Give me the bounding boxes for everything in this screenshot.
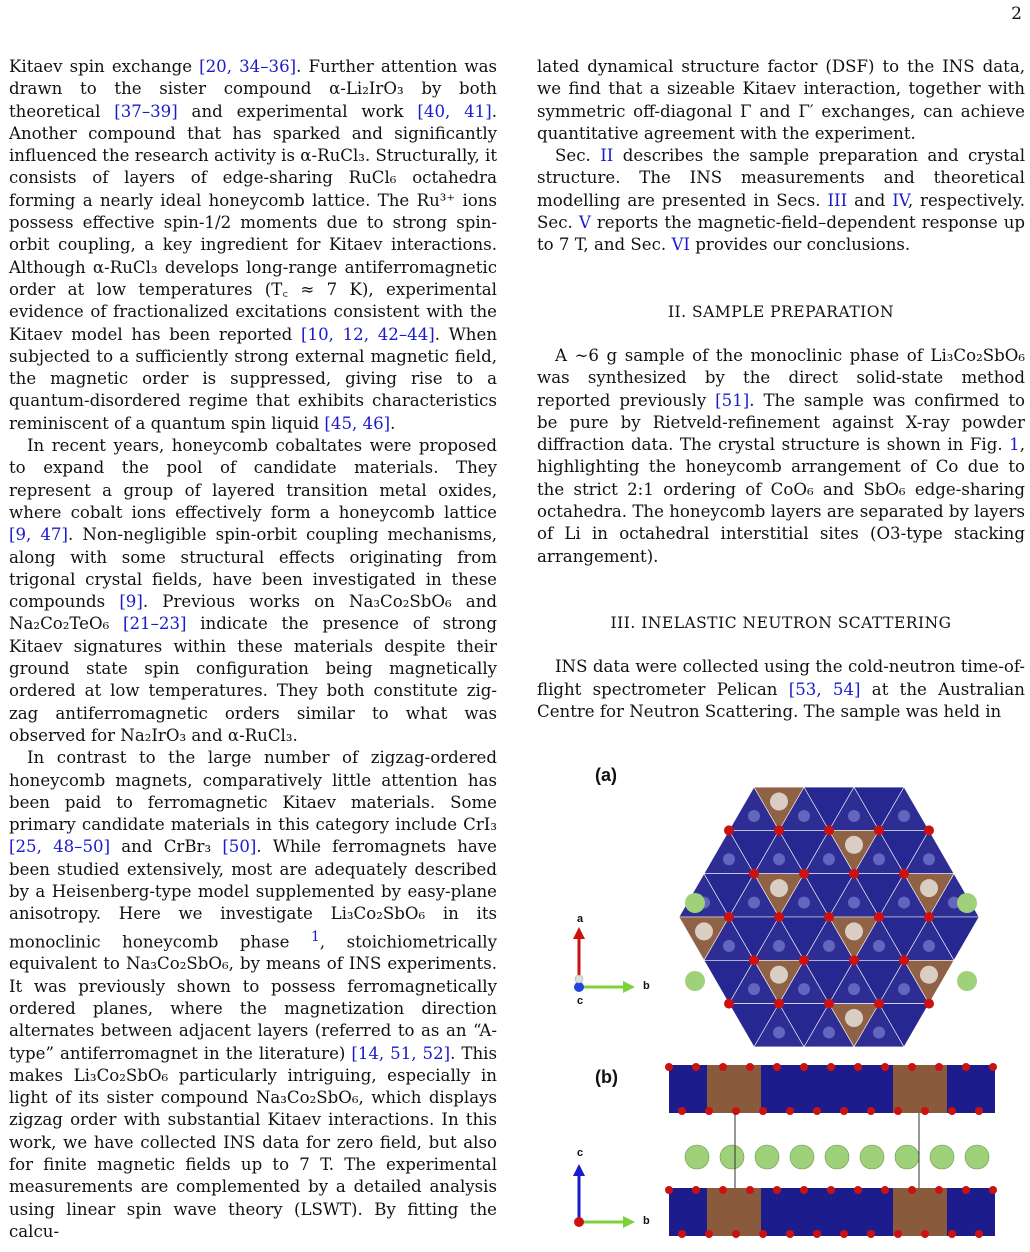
lithium-atom bbox=[957, 971, 977, 991]
section-link[interactable]: VI bbox=[671, 235, 690, 255]
oxygen-atom bbox=[924, 825, 934, 835]
oxygen-atom bbox=[975, 1107, 983, 1115]
section-link[interactable]: II bbox=[600, 146, 614, 166]
oxygen-atom bbox=[719, 1063, 727, 1071]
oxygen-atom bbox=[989, 1063, 997, 1071]
lithium-atom bbox=[965, 1145, 989, 1169]
oxygen-atom bbox=[773, 1186, 781, 1194]
oxygen-atom bbox=[894, 1230, 902, 1238]
lithium-atom bbox=[720, 1145, 744, 1169]
oxygen-atom bbox=[962, 1186, 970, 1194]
oxygen-atom bbox=[799, 955, 809, 965]
oxygen-atom bbox=[665, 1186, 673, 1194]
oxygen-atom bbox=[678, 1230, 686, 1238]
oxygen-atom bbox=[774, 825, 784, 835]
section-heading-ins: III. INELASTIC NEUTRON SCATTERING bbox=[610, 613, 952, 632]
oxygen-atom bbox=[849, 869, 859, 879]
sb-atom bbox=[920, 966, 938, 984]
oxygen-atom bbox=[899, 869, 909, 879]
paragraph-ferromagnetic-kitaev: In contrast to the large number of zigzag-ordered honeycomb magnets, comparatively little attention has been paid to ferromagnetic Kitaev materials. Some primary candidate materials in this category include CrI₃ [25, 48–50] and CrBr₃ [50]. While ferromagnets have been studied extensively, most are adequately described by a Heisenberg-type model supplemented by easy-plane anisotropy. Here we investigate Li₃Co₂SbO₆ in its monoclinic honeycomb phase $^1$, stoichiometrically equivalent to Na₃Co₂SbO₆, by means of INS experiments. It was previously shown to possess ferromagnetically ordered planes, where the magnetization direction alternates between adjacent layers (referred to as an “A-type” antiferromagnet in the literature) [14, 51, 52]. This makes Li₃Co₂SbO₆ particularly intriguing, especially in light of its sister compound Na₃Co₂SbO₆, which displays zigzag order with substantial Kitaev interactions. In this work, we have collected INS data for zero field, but also for finite magnetic fields up to 7 T. The experimental measurements are complemented by a detailed analysis using linear spin wave theory (LSWT). By fitting the calcu- bbox=[9, 748, 497, 1241]
page-number: 2 bbox=[1011, 4, 1022, 24]
figure-crystal-structure bbox=[537, 755, 1025, 1250]
oxygen-atom bbox=[854, 1186, 862, 1194]
co-atom bbox=[748, 983, 760, 995]
oxygen-atom bbox=[774, 912, 784, 922]
figure-link[interactable]: 1 bbox=[1009, 435, 1020, 455]
axis-label-b: b bbox=[643, 980, 650, 992]
citation-link[interactable]: [50] bbox=[222, 837, 257, 857]
co-atom bbox=[773, 853, 785, 865]
oxygen-atom bbox=[924, 912, 934, 922]
oxygen-atom bbox=[774, 999, 784, 1009]
co-atom bbox=[723, 940, 735, 952]
honeycomb-layer-view bbox=[657, 785, 1002, 1050]
section-link[interactable]: V bbox=[578, 213, 591, 233]
oxygen-atom bbox=[678, 1107, 686, 1115]
section-link[interactable]: IV bbox=[892, 190, 908, 210]
paragraph-ins: INS data were collected using the cold-neutron time-of-flight spectrometer Pelican [53, 54] at the Australian Centre for Neutron Scattering. The sample was held in bbox=[537, 657, 1025, 721]
oxygen-atom bbox=[746, 1186, 754, 1194]
co-atom bbox=[873, 1026, 885, 1038]
lithium-atom bbox=[860, 1145, 884, 1169]
co-atom bbox=[773, 1026, 785, 1038]
citation-link[interactable]: [53, 54] bbox=[788, 679, 861, 699]
co-atom bbox=[848, 897, 860, 909]
oxygen-atom bbox=[692, 1186, 700, 1194]
oxygen-atom bbox=[867, 1230, 875, 1238]
citation-link[interactable]: [20, 34–36] bbox=[199, 57, 297, 76]
sb-atom bbox=[770, 879, 788, 897]
footnote-link[interactable]: 1 bbox=[310, 928, 320, 945]
citation-link[interactable]: [25, 48–50] bbox=[9, 837, 111, 857]
co-atom bbox=[823, 853, 835, 865]
oxygen-atom bbox=[759, 1107, 767, 1115]
oxygen-atom bbox=[732, 1107, 740, 1115]
oxygen-atom bbox=[921, 1230, 929, 1238]
oxygen-atom bbox=[800, 1063, 808, 1071]
oxygen-atom bbox=[975, 1230, 983, 1238]
oxygen-atom bbox=[989, 1186, 997, 1194]
oxygen-atom bbox=[935, 1063, 943, 1071]
oxygen-atom bbox=[724, 825, 734, 835]
panel-b-label: (b) bbox=[595, 1067, 618, 1087]
panel-a-label: (a) bbox=[595, 765, 617, 785]
oxygen-atom bbox=[840, 1230, 848, 1238]
co-atom bbox=[898, 983, 910, 995]
paragraph-sample: A ∼6 g sample of the monoclinic phase of Li₃Co₂SbO₆ was synthesized by the direct solid-state method reported previously [51]. The sample was confirmed to be pure by Rietveld-refinement against X-ray powder diffraction data. The crystal structure is shown in Fig. 1, highlighting the honeycomb arrangement of Co due to the strict 2:1 ordering of CoO₆ and SbO₆ edge-sharing octahedra. The honeycomb layers are separated by layers of Li in octahedral interstitial sites (O3-type stacking arrangement). bbox=[537, 345, 1025, 566]
co-atom bbox=[923, 853, 935, 865]
oxygen-atom bbox=[948, 1230, 956, 1238]
left-column bbox=[9, 56, 497, 1243]
co-atom bbox=[898, 897, 910, 909]
lithium-atom bbox=[685, 1145, 709, 1169]
oxygen-atom bbox=[948, 1107, 956, 1115]
oxygen-atom bbox=[867, 1107, 875, 1115]
oxygen-atom bbox=[749, 869, 759, 879]
paragraph-dsf-fit: lated dynamical structure factor (DSF) to the INS data, we find that a sizeable Kitaev interaction, together with symmetric off-diagonal Γ and Γ′ exchanges, can achieve quantitative agreement with the experiment. bbox=[537, 57, 1025, 143]
lithium-atom bbox=[895, 1145, 919, 1169]
lithium-atom bbox=[825, 1145, 849, 1169]
oxygen-atom bbox=[746, 1063, 754, 1071]
section-heading-sample-preparation: II. SAMPLE PREPARATION bbox=[667, 302, 895, 321]
oxygen-atom bbox=[854, 1063, 862, 1071]
oxygen-atom bbox=[813, 1107, 821, 1115]
sb-octahedron bbox=[707, 1065, 761, 1113]
lithium-atom bbox=[685, 893, 705, 913]
oxygen-atom bbox=[786, 1230, 794, 1238]
sb-atom bbox=[695, 922, 713, 940]
oxygen-atom bbox=[705, 1107, 713, 1115]
sb-octahedron bbox=[893, 1065, 947, 1113]
citation-link[interactable]: [51] bbox=[715, 390, 750, 410]
oxygen-atom bbox=[908, 1063, 916, 1071]
oxygen-atom bbox=[759, 1230, 767, 1238]
co-atom bbox=[823, 1026, 835, 1038]
oxygen-atom bbox=[908, 1186, 916, 1194]
sb-atom bbox=[845, 1009, 863, 1027]
co-atom bbox=[898, 810, 910, 822]
co-atom bbox=[823, 940, 835, 952]
citation-link[interactable]: [14, 51, 52] bbox=[351, 1043, 451, 1063]
oxygen-atom bbox=[881, 1186, 889, 1194]
citation-link[interactable]: [9, 47] bbox=[9, 525, 68, 545]
paragraph-kitaev-materials: Kitaev spin exchange [20, 34–36]. Further attention was drawn to the sister compound α-Li₂IrO₃ by both theoretical [37–39] and experimental work [40, 41]. Another compound that has sparked and significantly influenced the research activity is α-RuCl₃. Structurally, it consists of layers of edge-sharing RuCl₆ octahedra forming a nearly ideal honeycomb lattice. The Ru³⁺ ions possess effective spin-1/2 moments due to strong spin-orbit coupling, a key ingredient for Kitaev interactions. Although α-RuCl₃ develops long-range antiferromagnetic order at low temperatures (T꜀ ≈ 7 K), experimental evidence of fractionalized excitations consistent with the Kitaev model has been reported [10, 12, 42–44]. When subjected to a sufficiently strong external magnetic field, the magnetic order is suppressed, giving rise to a quantum-disordered regime that exhibits characteristics reminiscent of a quantum spin liquid [45, 46]. bbox=[9, 57, 498, 433]
citation-link[interactable]: [9] bbox=[119, 592, 143, 612]
oxygen-atom bbox=[724, 912, 734, 922]
lithium-atom bbox=[790, 1145, 814, 1169]
sb-octahedron bbox=[893, 1188, 947, 1236]
oxygen-atom bbox=[824, 825, 834, 835]
oxygen-atom bbox=[732, 1230, 740, 1238]
co-atom bbox=[923, 940, 935, 952]
lithium-atom bbox=[685, 971, 705, 991]
co-atom bbox=[798, 810, 810, 822]
co-atom bbox=[773, 940, 785, 952]
oxygen-atom bbox=[824, 999, 834, 1009]
axis-c-dot bbox=[574, 982, 584, 992]
oxygen-atom bbox=[665, 1063, 673, 1071]
sb-atom bbox=[845, 922, 863, 940]
paragraph-cobaltates: In recent years, honeycomb cobaltates were proposed to expand the pool of candidate materials. They represent a group of layered transition metal oxides, where cobalt ions effectively form a honeycomb lattice [9, 47]. Non-negligible spin-orbit coupling mechanisms, along with some structural effects originating from trigonal crystal fields, have been investigated in these compounds [9]. Previous works on Na₃Co₂SbO₆ and Na₂Co₂TeO₆ [21–23] indicate the presence of strong Kitaev signatures within these materials despite their ground state spin configuration being magnetically ordered at low temperatures. They both constitute zig-zag antiferromagnetic orders similar to what was observed for Na₂IrO₃ and α-RuCl₃. bbox=[9, 436, 498, 745]
citation-link[interactable]: [37–39] bbox=[114, 101, 178, 121]
sb-atom bbox=[920, 879, 938, 897]
axes-indicator-b bbox=[567, 1160, 657, 1240]
oxygen-atom bbox=[874, 999, 884, 1009]
oxygen-atom bbox=[849, 955, 859, 965]
oxygen-atom bbox=[935, 1186, 943, 1194]
oxygen-atom bbox=[705, 1230, 713, 1238]
sb-atom bbox=[845, 836, 863, 854]
co-atom bbox=[798, 983, 810, 995]
co-atom bbox=[723, 853, 735, 865]
co-atom bbox=[748, 897, 760, 909]
lithium-atom bbox=[755, 1145, 779, 1169]
oxygen-atom bbox=[924, 999, 934, 1009]
oxygen-atom bbox=[894, 1107, 902, 1115]
citation-link[interactable]: [40, 41] bbox=[417, 101, 492, 121]
lithium-atom bbox=[930, 1145, 954, 1169]
co-atom bbox=[848, 810, 860, 822]
citation-link[interactable]: [10, 12, 42–44] bbox=[301, 324, 435, 344]
sb-octahedron bbox=[707, 1188, 761, 1236]
right-column bbox=[537, 56, 1025, 723]
co-atom bbox=[873, 940, 885, 952]
oxygen-atom bbox=[719, 1186, 727, 1194]
oxygen-atom bbox=[899, 955, 909, 965]
oxygen-atom bbox=[749, 955, 759, 965]
lithium-atom bbox=[957, 893, 977, 913]
axis-label-c: c bbox=[577, 995, 584, 1007]
axes-indicator-a bbox=[567, 925, 657, 1005]
citation-link[interactable]: [21–23] bbox=[123, 614, 187, 634]
oxygen-atom bbox=[799, 869, 809, 879]
axis-label-b: b bbox=[643, 1215, 650, 1227]
oxygen-atom bbox=[874, 825, 884, 835]
oxygen-atom bbox=[827, 1186, 835, 1194]
co-atom bbox=[748, 810, 760, 822]
paragraph-outline: Sec. II describes the sample preparation and crystal structure. The INS measurements and theoretical modelling are presented in Secs. III and IV, respectively. Sec. V reports the magnetic-field–dependent response up to 7 T, and Sec. VI provides our conclusions. bbox=[537, 146, 1025, 255]
axis-label-a: a bbox=[577, 913, 584, 925]
oxygen-atom bbox=[827, 1063, 835, 1071]
oxygen-atom bbox=[824, 912, 834, 922]
oxygen-atom bbox=[881, 1063, 889, 1071]
axis-label-c: c bbox=[577, 1147, 584, 1159]
oxygen-atom bbox=[874, 912, 884, 922]
sb-atom bbox=[770, 793, 788, 811]
co-atom bbox=[848, 983, 860, 995]
oxygen-atom bbox=[773, 1063, 781, 1071]
oxygen-atom bbox=[813, 1230, 821, 1238]
oxygen-atom bbox=[800, 1186, 808, 1194]
oxygen-atom bbox=[786, 1107, 794, 1115]
co-atom bbox=[873, 853, 885, 865]
sb-atom bbox=[770, 966, 788, 984]
co-atom bbox=[798, 897, 810, 909]
oxygen-atom bbox=[692, 1063, 700, 1071]
section-link[interactable]: III bbox=[827, 190, 848, 210]
oxygen-atom bbox=[962, 1063, 970, 1071]
oxygen-atom bbox=[921, 1107, 929, 1115]
oxygen-atom bbox=[840, 1107, 848, 1115]
oxygen-atom bbox=[724, 999, 734, 1009]
citation-link[interactable]: [45, 46] bbox=[324, 413, 391, 433]
layer-stacking-view bbox=[665, 1063, 1000, 1248]
